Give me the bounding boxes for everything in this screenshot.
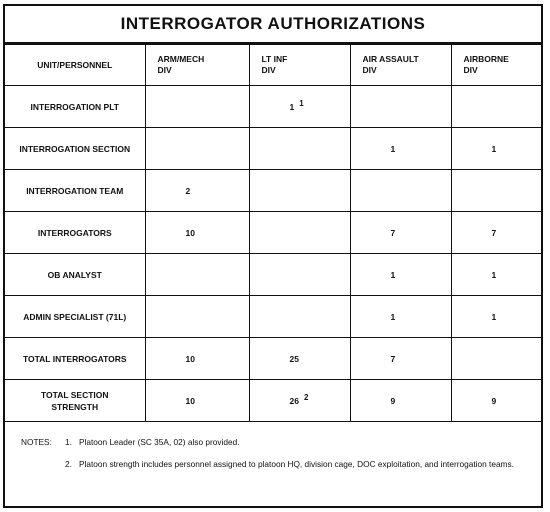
row-label: TOTAL INTERROGATORS [5,338,145,380]
document-title: INTERROGATOR AUTHORIZATIONS [5,6,541,44]
table-cell [145,86,249,128]
table-cell: 9 [350,380,451,422]
row-label: OB ANALYST [5,254,145,296]
note-text: Platoon Leader (SC 35A, 02) also provided. [79,437,240,447]
table-cell: 1 [451,296,541,338]
table-row [5,296,541,338]
document-frame [3,4,543,508]
table-cell: 10 [145,212,249,254]
table-cell: 26 $^2$ [249,380,350,422]
table-cell [451,170,541,212]
table-cell: 1 [350,254,451,296]
table-cell: 10 [145,338,249,380]
table-cell: 7 [451,212,541,254]
table-row [5,338,541,380]
header-division-3: AIR ASSAULT DIV [350,45,451,86]
table-cell [145,296,249,338]
table-cell [249,296,350,338]
table-cell: 2 [145,170,249,212]
table-cell: 1 $^1$ [249,86,350,128]
table-row [5,86,541,128]
header-row [5,45,541,86]
table-cell [145,128,249,170]
notes-section [5,422,541,470]
table-cell [451,86,541,128]
note-number: 1. [65,437,72,447]
header-division-4: AIRBORNE DIV [451,45,541,86]
note-item [21,458,541,470]
row-label: TOTAL SECTION STRENGTH [5,380,145,422]
row-label: INTERROGATORS [5,212,145,254]
table-cell: 7 [350,212,451,254]
table-row [5,170,541,212]
table-row [5,254,541,296]
table-row [5,212,541,254]
notes-label [21,458,65,470]
table-cell: 1 [451,128,541,170]
table-cell: 9 [451,380,541,422]
footnote-marker: 1 [299,98,304,108]
table-cell: 1 [451,254,541,296]
table-body [5,86,541,422]
note-number: 2. [65,459,72,469]
row-label: ADMIN SPECIALIST (71L) [5,296,145,338]
note-text: Platoon strength includes personnel assigned to platoon HQ, division cage, DOC exploitation, and interrogation teams. [79,459,514,469]
header-unit-personnel: UNIT/PERSONNEL [5,45,145,86]
notes-label: NOTES: [21,437,52,447]
header-division-2: LT INF DIV [249,45,350,86]
table-cell [249,212,350,254]
table-row [5,380,541,422]
row-label: INTERROGATION TEAM [5,170,145,212]
table-cell: 10 [145,380,249,422]
table-cell [249,170,350,212]
table-cell [249,254,350,296]
table-cell: 25 [249,338,350,380]
note-item [21,436,541,448]
table-cell [350,170,451,212]
table-cell: 7 [350,338,451,380]
table-cell [145,254,249,296]
row-label: INTERROGATION SECTION [5,128,145,170]
table-cell: 1 [350,296,451,338]
table-cell: 1 [350,128,451,170]
table-cell [350,86,451,128]
table-cell [451,338,541,380]
table-cell [249,128,350,170]
authorizations-table [5,44,541,422]
table-row [5,128,541,170]
header-division-1: ARM/MECH DIV [145,45,249,86]
row-label: INTERROGATION PLT [5,86,145,128]
footnote-marker: 2 [303,392,309,402]
